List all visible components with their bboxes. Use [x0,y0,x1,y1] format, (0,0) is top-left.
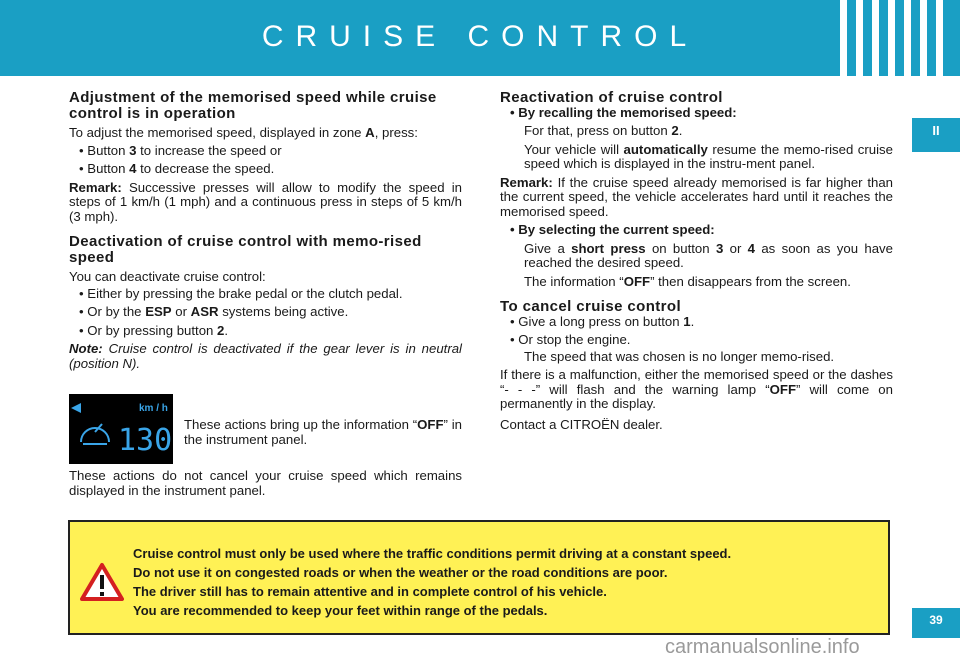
cancel-engine-detail: The speed that was chosen is no longer memo-rised. [524,348,835,364]
arrow-left-icon [71,403,81,413]
deact-bullet-pedal: • Either by pressing the brake pedal or the clutch pedal. [79,285,403,301]
cancel-bullet-engine: • Or stop the engine. [510,332,631,347]
display-unit: km / h [139,403,168,414]
adjust-heading: Adjustment of the memorised speed while cruise control is in operation [69,89,437,122]
react-current-press: Give a short press on button 3 or 4 as soon as you have reached the desired speed. [524,240,893,270]
header-stripes [840,0,960,76]
page-header [0,0,960,76]
instrument-display-image [69,394,173,464]
left-column [69,90,462,375]
react-sub-recall: • By recalling the memorised speed: [510,104,737,120]
warning-line: Do not use it on congested roads or when the weather or the road conditions are poor. [133,565,668,580]
cancel-bullet-long-press: • Give a long press on button 1. [510,313,695,329]
cancel-contact: Contact a CITROËN dealer. [500,416,663,432]
adjust-bullet-increase: • Button 3 to increase the speed or [79,142,282,158]
react-recall-resume: Your vehicle will automatically resume the memo-rised cruise speed which is displayed in the instru-ment panel. [524,141,893,171]
warning-line: Cruise control must only be used where the traffic conditions permit driving at a constant speed. [133,546,732,561]
section-tab: II [912,118,960,152]
deact-bullet-systems: • Or by the ESP or ASR systems being active. [79,304,349,319]
react-sub-current: • By selecting the current speed: [510,222,715,237]
adjust-remark: Remark: Successive presses will allow to modify the speed in steps of 1 km/h (1 mph) and a continuous press in steps of 5 km/h (3 mph). [69,179,462,224]
speedometer-icon [81,424,109,444]
warning-triangle-icon [80,562,124,607]
react-remark: Remark: If the cruise speed already memorised is far higher than the current speed, the vehicle accelerates hard until it reaches the memorised speed. [500,174,893,219]
deact-note: Note: Cruise control is deactivated if the gear lever is in neutral (position N). [69,341,462,371]
right-column [500,90,893,436]
warning-line: The driver still has to remain attentive and in complete control of his vehicle. [133,584,607,599]
cancel-heading: To cancel cruise control [500,298,682,315]
display-caption: These actions bring up the information “OFF” in the instrument panel. [184,417,462,447]
warning-line: You are recommended to keep your feet within range of the pedals. [133,603,548,618]
react-heading: Reactivation of cruise control [500,89,723,106]
react-current-off: The information “OFF” then disappears from the screen. [524,273,851,289]
cancel-malfunction: If there is a malfunction, either the memorised speed or the dashes “- - -” will flash and the warning lamp “OFF” will come on permanently in the display. [500,367,893,411]
deact-intro: You can deactivate cruise control: [69,269,266,284]
watermark: carmanualsonline.info [665,636,860,658]
warning-box [68,520,890,635]
warning-text [133,544,883,620]
deact-bullet-button: • Or by pressing button 2. [79,322,229,338]
deact-heading: Deactivation of cruise control with memo-rised speed [69,233,422,266]
display-speed: 130 [118,423,173,458]
adjust-bullet-decrease: • Button 4 to decrease the speed. [79,161,275,176]
page-number: 39 [912,608,960,638]
adjust-intro: To adjust the memorised speed, displayed in zone A, press: [69,125,418,140]
display-footer: These actions do not cancel your cruise speed which remains displayed in the instrument panel. [69,468,462,498]
page-title: CRUISE CONTROL [261,20,699,53]
react-recall-press: For that, press on button 2. [524,123,683,138]
